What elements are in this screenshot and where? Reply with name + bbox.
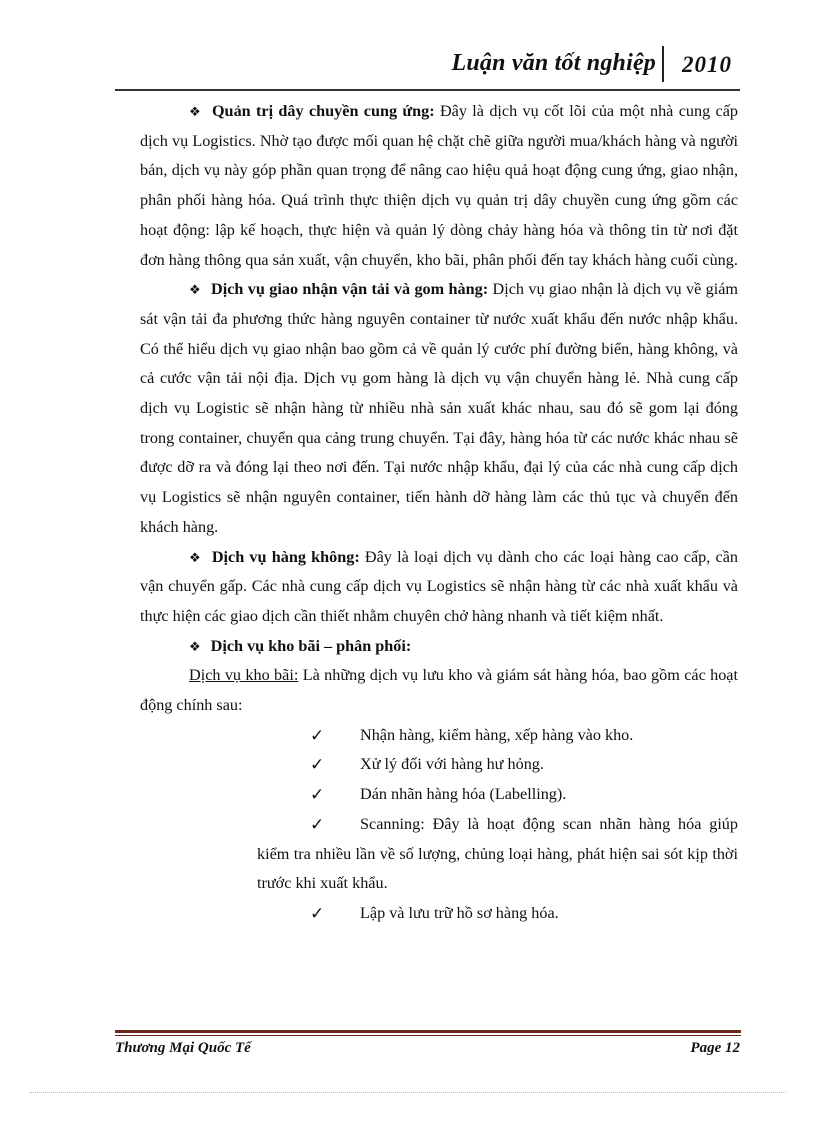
list-item-text: Nhận hàng, kiểm hàng, xếp hàng vào kho.: [360, 725, 634, 744]
paragraph-warehouse: [140, 661, 738, 720]
list-item-text: Lập và lưu trữ hồ sơ hàng hóa.: [360, 903, 559, 922]
check-icon: ✓: [310, 755, 325, 775]
list-item: [257, 721, 738, 751]
page-header: [115, 40, 740, 90]
list-item-text: Dán nhãn hàng hóa (Labelling).: [360, 785, 567, 804]
check-icon: ✓: [310, 903, 325, 923]
list-item-text: Scanning: Đây là hoạt động scan nhãn hàng hóa giúp kiểm tra nhiều lần về số lượng, chủng loại hàng, phát hiện sai sót kịp thời trước khi xuất khẩu.: [257, 814, 738, 893]
page-number: Page 12: [690, 1040, 740, 1056]
page-bottom-edge: [30, 1092, 786, 1093]
list-item: [257, 899, 738, 929]
heading-warehouse: Dịch vụ kho bãi – phân phối:: [210, 636, 412, 655]
list-item: [257, 750, 738, 780]
list-item: [257, 780, 738, 810]
text-supply-chain: Đây là dịch vụ cốt lõi của một nhà cung cấp dịch vụ Logistics. Nhờ tạo được mối quan hệ chặt chẽ giữa người mua/khách hàng và người bán, dịch vụ này góp phần quan trọng để nâng cao hiệu quả hoạt động cung ứng, giao nhận, phân phối hàng hóa. Quá trình thực thiện dịch vụ quản trị dây chuyền cung ứng gồm các hoạt động: lập kế hoạch, thực hiện và quản lý dòng chảy hàng hóa và thông tin từ nơi đặt đơn hàng thông qua sản xuất, vận chuyển, kho bãi, phân phối đến tay khách hàng cuối cùng.: [140, 102, 738, 269]
list-item-text: Xử lý đối với hàng hư hỏng.: [360, 755, 544, 774]
list-item: [257, 810, 738, 899]
footer-left-text: Thương Mại Quốc Tế: [115, 1040, 251, 1056]
heading-supply-chain: Quản trị dây chuyền cung ứng:: [211, 102, 435, 120]
paragraph-warehouse-heading: [140, 632, 738, 662]
check-icon: ✓: [310, 785, 325, 805]
footer-rule-thin: [115, 1035, 741, 1036]
footer-rule-thick: [115, 1030, 741, 1033]
header-separator: [662, 46, 664, 82]
body-text: [140, 97, 738, 929]
label-warehouse: Dịch vụ kho bãi:: [189, 666, 299, 685]
paragraph-freight: [140, 275, 738, 542]
text-air: Đây là loại dịch vụ dành cho các loại hàng cao cấp, cần vận chuyển gấp. Các nhà cung cấp dịch vụ Logistics sẽ nhận hàng từ các nhà xuất khẩu và thực hiện các giao dịch cần thiết nhằm chuyên chở hàng nhanh và tiết kiệm nhất.: [140, 547, 738, 625]
header-year: 2010: [682, 52, 732, 77]
header-title: Luận văn tốt nghiệp: [451, 50, 656, 76]
paragraph-air: [140, 543, 738, 632]
warehouse-activity-list: [140, 721, 738, 929]
text-freight: Dịch vụ giao nhận là dịch vụ về giám sát vận tải đa phương thức hàng nguyên container từ nước xuất khẩu đến nước nhập khẩu. Có thể hiểu dịch vụ giao nhận bao gồm cả về quản lý cước phí đường biển, hàng không, và cả cước vận tải nội địa. Dịch vụ gom hàng là dịch vụ vận chuyển hàng lẻ. Nhà cung cấp dịch vụ Logistic sẽ nhận hàng từ nhiều nhà sản xuất khác nhau, sau đó sẽ gom lại đóng trong container, chuyển qua cảng trung chuyển. Tại đây, hàng hóa từ các nước khác nhau sẽ được dỡ ra và đóng lại theo nơi đến. Tại nước nhập khẩu, đại lý của các nhà cung cấp dịch vụ Logistics sẽ nhận nguyên container, tiến hành dỡ hàng làm các thủ tục và chuyển đến khách hàng.: [140, 280, 739, 536]
header-rule: [115, 89, 740, 91]
check-icon: ✓: [310, 725, 325, 745]
heading-freight: Dịch vụ giao nhận vận tải và gom hàng:: [211, 280, 489, 299]
text-warehouse: Là những dịch vụ lưu kho và giám sát hàng hóa, bao gồm các hoạt động chính sau:: [140, 666, 738, 715]
check-icon: ✓: [310, 814, 325, 834]
diamond-bullet-icon: ❖: [189, 282, 201, 298]
diamond-bullet-icon: ❖: [189, 104, 202, 119]
diamond-bullet-icon: ❖: [189, 638, 201, 654]
heading-air: Dịch vụ hàng không:: [211, 547, 360, 566]
diamond-bullet-icon: ❖: [189, 549, 202, 565]
paragraph-supply-chain: [140, 97, 738, 275]
